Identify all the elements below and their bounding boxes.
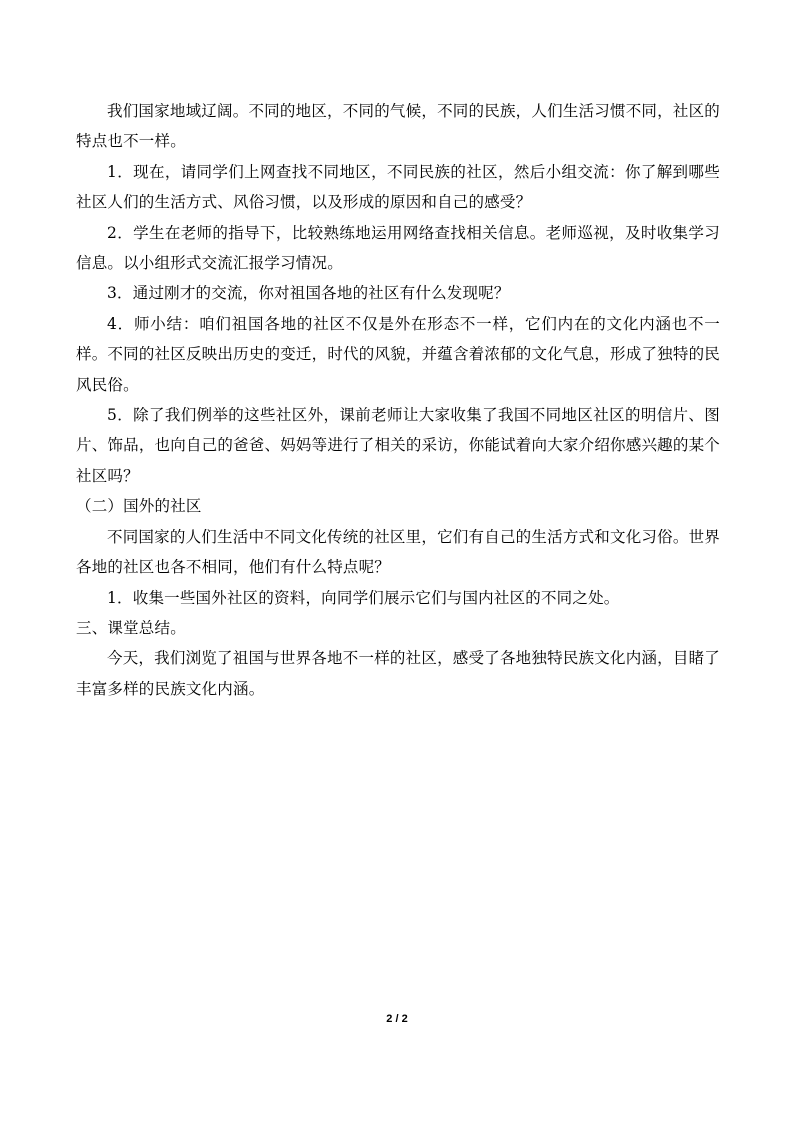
paragraph-intro: 我们国家地域辽阔。不同的地区，不同的气候，不同的民族，人们生活习惯不同，社区的特点也不一样。	[76, 102, 720, 151]
paragraph-item-4: 4．师小结：咱们祖国各地的社区不仅是外在形态不一样，它们内在的文化内涵也不一样。不同的社区反映出历史的变迁，时代的风貌，并蕴含着浓郁的文化气息，形成了独特的民风民俗。	[76, 314, 720, 394]
paragraph-summary: 今天，我们浏览了祖国与世界各地不一样的社区，感受了各地独特民族文化内涵，目睹了丰富多样的民族文化内涵。	[76, 649, 720, 698]
section-heading-foreign: （二）国外的社区	[76, 497, 202, 516]
paragraph-foreign-item-1: 1．收集一些国外社区的资料，向同学们展示它们与国内社区的不同之处。	[107, 588, 620, 607]
paragraph-item-3: 3．通过刚才的交流，你对祖国各地的社区有什么发现呢？	[107, 284, 510, 303]
paragraph-item-1: 1．现在，请同学们上网查找不同地区，不同民族的社区，然后小组交流：你了解到哪些社区人们的生活方式、风俗习惯，以及形成的原因和自己的感受？	[76, 162, 720, 212]
paragraph-item-2: 2．学生在老师的指导下，比较熟练地运用网络查找相关信息。老师巡视，及时收集学习信息。以小组形式交流汇报学习情况。	[76, 223, 720, 273]
page-number: 2 / 2	[386, 1013, 408, 1025]
document-body	[76, 96, 720, 704]
paragraph-foreign-intro: 不同国家的人们生活中不同文化传统的社区里，它们有自己的生活方式和文化习俗。世界各地的社区也各不相同，他们有什么特点呢？	[76, 527, 720, 577]
section-heading-summary: 三、课堂总结。	[76, 618, 186, 637]
paragraph-item-5: 5．除了我们例举的这些社区外，课前老师让大家收集了我国不同地区社区的明信片、图片、饰品，也向自己的爸爸、妈妈等进行了相关的采访，你能试着向大家介绍你感兴趣的某个社区吗？	[76, 406, 720, 485]
